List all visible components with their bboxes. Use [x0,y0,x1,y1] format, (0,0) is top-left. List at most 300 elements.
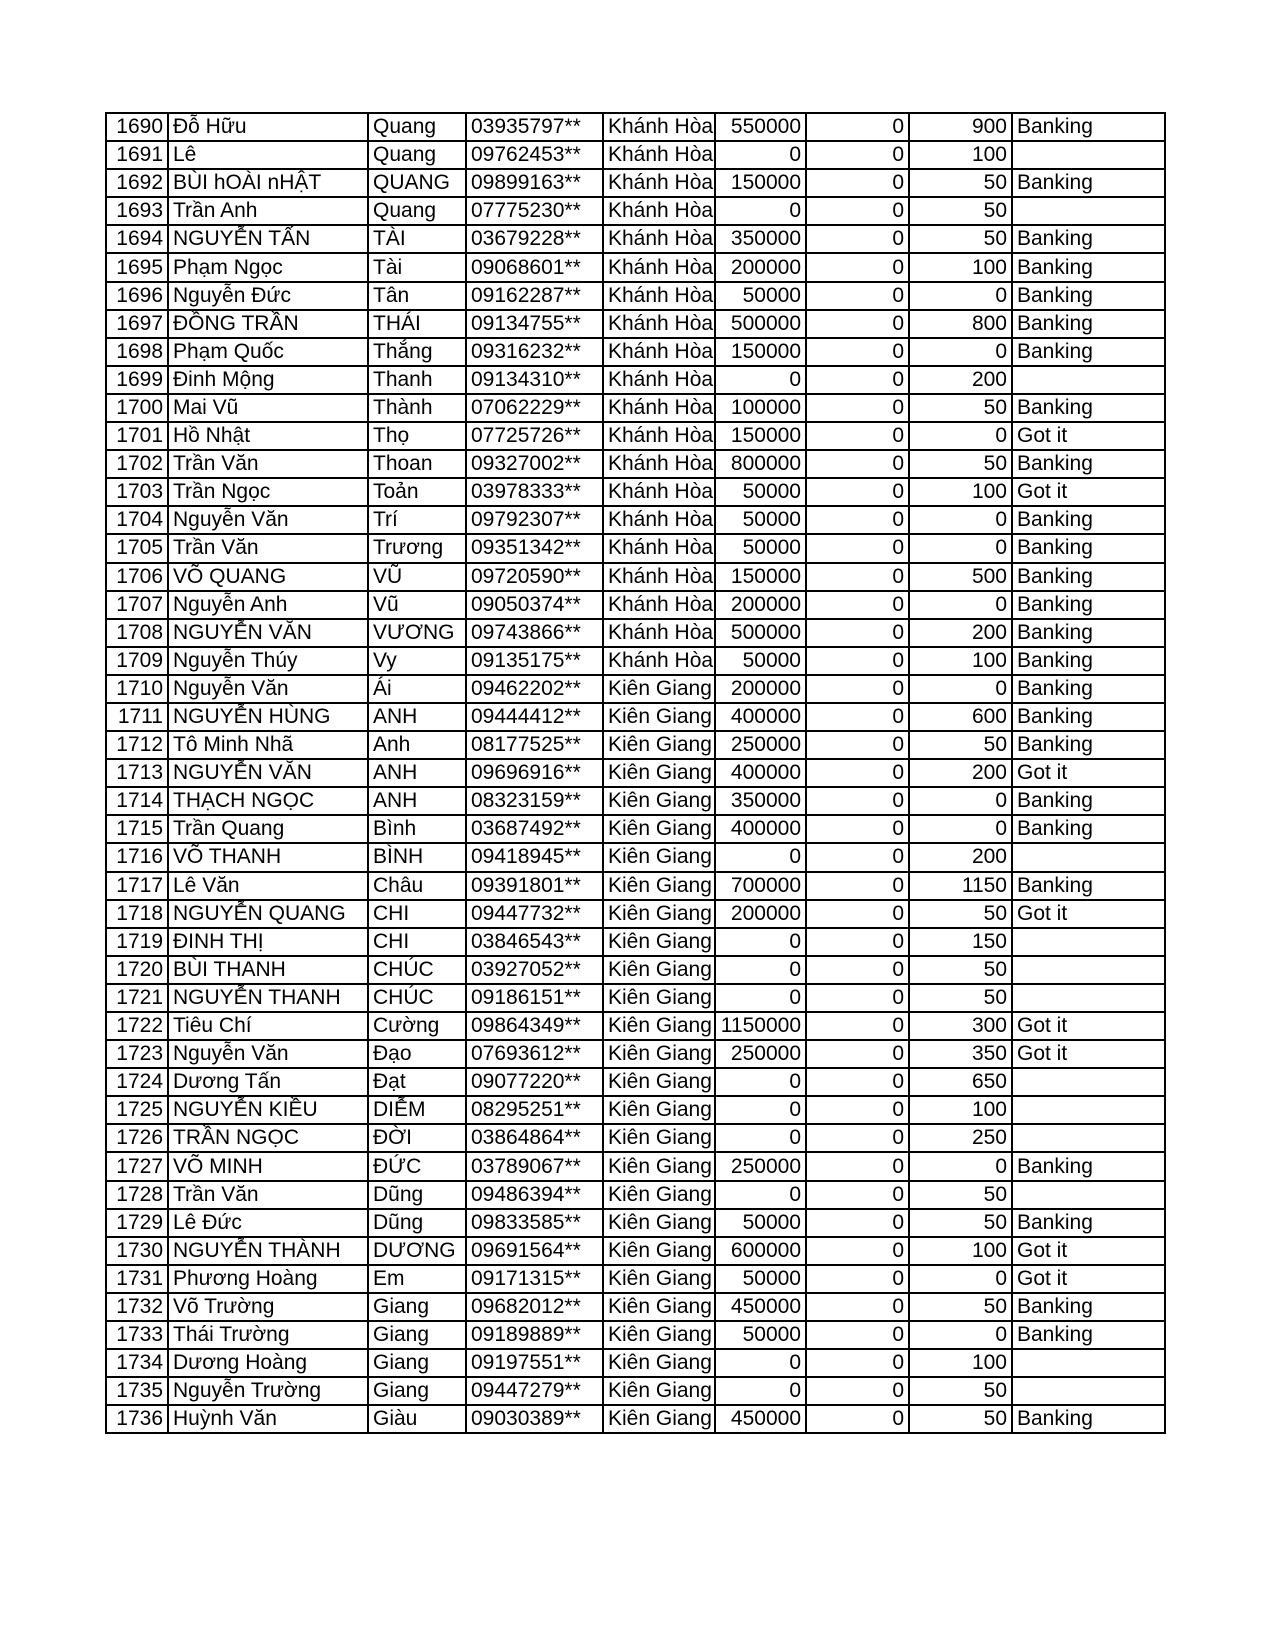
cell-points: 300 [909,1012,1012,1040]
cell-amount: 250000 [715,1040,806,1068]
cell-points: 50 [909,900,1012,928]
cell-province: Khánh Hòa [603,591,715,619]
cell-row-number: 1706 [106,563,168,591]
cell-points: 100 [909,478,1012,506]
cell-given-name: CHÚC [368,984,466,1012]
cell-payment-method [1012,366,1165,394]
cell-family-name: Huỳnh Văn [168,1405,368,1433]
cell-province: Kiên Giang [603,1068,715,1096]
table-row [106,1209,1165,1237]
cell-phone: 09351342** [466,534,603,562]
cell-row-number: 1712 [106,731,168,759]
cell-phone: 09050374** [466,591,603,619]
cell-zero-value: 0 [806,478,909,506]
table-row [106,1068,1165,1096]
cell-family-name: Nguyễn Văn [168,506,368,534]
table-row [106,366,1165,394]
cell-zero-value: 0 [806,282,909,310]
table-row [106,787,1165,815]
cell-payment-method: Banking [1012,1321,1165,1349]
table-row [106,113,1165,141]
cell-zero-value: 0 [806,619,909,647]
cell-phone: 09189889** [466,1321,603,1349]
cell-given-name: VŨ [368,563,466,591]
table-row [106,310,1165,338]
cell-zero-value: 0 [806,731,909,759]
cell-payment-method: Banking [1012,338,1165,366]
cell-amount: 0 [715,366,806,394]
cell-phone: 09316232** [466,338,603,366]
table-row [106,759,1165,787]
cell-points: 150 [909,928,1012,956]
cell-row-number: 1699 [106,366,168,394]
cell-given-name: Trí [368,506,466,534]
cell-points: 900 [909,113,1012,141]
cell-given-name: ANH [368,759,466,787]
cell-phone: 09447279** [466,1377,603,1405]
cell-zero-value: 0 [806,900,909,928]
cell-amount: 0 [715,956,806,984]
cell-points: 0 [909,815,1012,843]
cell-points: 0 [909,787,1012,815]
cell-points: 50 [909,1377,1012,1405]
cell-family-name: Nguyễn Văn [168,1040,368,1068]
cell-province: Khánh Hòa [603,563,715,591]
cell-zero-value: 0 [806,534,909,562]
cell-province: Khánh Hòa [603,197,715,225]
cell-province: Kiên Giang [603,759,715,787]
table-row [106,1321,1165,1349]
cell-phone: 09691564** [466,1237,603,1265]
cell-province: Khánh Hòa [603,450,715,478]
cell-zero-value: 0 [806,928,909,956]
cell-row-number: 1721 [106,984,168,1012]
cell-row-number: 1728 [106,1181,168,1209]
cell-province: Kiên Giang [603,956,715,984]
cell-zero-value: 0 [806,141,909,169]
cell-points: 0 [909,1152,1012,1180]
table-row [106,422,1165,450]
cell-family-name: ĐINH THỊ [168,928,368,956]
cell-province: Khánh Hòa [603,310,715,338]
cell-amount: 0 [715,1377,806,1405]
cell-phone: 09162287** [466,282,603,310]
data-table [105,112,1166,1434]
cell-zero-value: 0 [806,197,909,225]
cell-amount: 50000 [715,506,806,534]
cell-given-name: Toản [368,478,466,506]
cell-zero-value: 0 [806,1265,909,1293]
cell-payment-method: Banking [1012,534,1165,562]
cell-payment-method [1012,1096,1165,1124]
cell-row-number: 1692 [106,169,168,197]
cell-amount: 50000 [715,1321,806,1349]
cell-points: 100 [909,1349,1012,1377]
cell-province: Kiên Giang [603,1349,715,1377]
cell-payment-method: Got it [1012,1040,1165,1068]
cell-amount: 0 [715,843,806,871]
cell-row-number: 1705 [106,534,168,562]
cell-zero-value: 0 [806,394,909,422]
cell-points: 50 [909,1293,1012,1321]
cell-given-name: QUANG [368,169,466,197]
cell-zero-value: 0 [806,1040,909,1068]
cell-given-name: Tân [368,282,466,310]
cell-family-name: Dương Tấn [168,1068,368,1096]
cell-given-name: Cường [368,1012,466,1040]
cell-amount: 0 [715,1124,806,1152]
cell-amount: 550000 [715,113,806,141]
cell-phone: 09696916** [466,759,603,787]
cell-row-number: 1704 [106,506,168,534]
table-row [106,1012,1165,1040]
cell-points: 100 [909,1237,1012,1265]
cell-row-number: 1711 [106,703,168,731]
cell-family-name: Dương Hoàng [168,1349,368,1377]
cell-payment-method: Banking [1012,1209,1165,1237]
table-row [106,675,1165,703]
cell-zero-value: 0 [806,422,909,450]
cell-row-number: 1727 [106,1152,168,1180]
cell-row-number: 1703 [106,478,168,506]
cell-province: Kiên Giang [603,900,715,928]
cell-phone: 03978333** [466,478,603,506]
cell-payment-method: Banking [1012,506,1165,534]
cell-amount: 50000 [715,534,806,562]
cell-amount: 200000 [715,900,806,928]
table-row [106,1152,1165,1180]
cell-amount: 450000 [715,1293,806,1321]
cell-phone: 08323159** [466,787,603,815]
cell-row-number: 1731 [106,1265,168,1293]
cell-given-name: VƯƠNG [368,619,466,647]
cell-family-name: NGUYỄN KIỀU [168,1096,368,1124]
cell-given-name: Thoan [368,450,466,478]
cell-payment-method: Banking [1012,731,1165,759]
cell-points: 0 [909,338,1012,366]
cell-points: 200 [909,366,1012,394]
cell-phone: 09068601** [466,253,603,281]
cell-zero-value: 0 [806,1012,909,1040]
cell-province: Kiên Giang [603,872,715,900]
cell-row-number: 1716 [106,843,168,871]
cell-row-number: 1736 [106,1405,168,1433]
cell-zero-value: 0 [806,366,909,394]
cell-row-number: 1733 [106,1321,168,1349]
cell-province: Khánh Hòa [603,169,715,197]
cell-phone: 09833585** [466,1209,603,1237]
cell-points: 50 [909,984,1012,1012]
cell-given-name: Quang [368,113,466,141]
cell-given-name: Đạt [368,1068,466,1096]
cell-family-name: ĐỒNG TRẦN [168,310,368,338]
cell-payment-method [1012,1181,1165,1209]
cell-province: Kiên Giang [603,1012,715,1040]
cell-given-name: DIỄM [368,1096,466,1124]
cell-amount: 150000 [715,563,806,591]
cell-payment-method [1012,956,1165,984]
cell-points: 50 [909,1405,1012,1433]
table-row [106,1181,1165,1209]
cell-family-name: Tô Minh Nhã [168,731,368,759]
cell-payment-method: Banking [1012,169,1165,197]
cell-phone: 09682012** [466,1293,603,1321]
cell-phone: 03687492** [466,815,603,843]
cell-phone: 03935797** [466,113,603,141]
table-row [106,591,1165,619]
cell-points: 50 [909,1209,1012,1237]
table-row [106,703,1165,731]
cell-phone: 08295251** [466,1096,603,1124]
cell-amount: 1150000 [715,1012,806,1040]
cell-points: 200 [909,619,1012,647]
cell-payment-method [1012,1124,1165,1152]
cell-amount: 200000 [715,675,806,703]
cell-payment-method: Banking [1012,563,1165,591]
cell-given-name: Dũng [368,1181,466,1209]
cell-given-name: Vũ [368,591,466,619]
cell-zero-value: 0 [806,675,909,703]
cell-points: 100 [909,1096,1012,1124]
cell-payment-method [1012,928,1165,956]
cell-given-name: Em [368,1265,466,1293]
cell-province: Kiên Giang [603,1237,715,1265]
cell-family-name: Đỗ Hữu [168,113,368,141]
cell-amount: 450000 [715,1405,806,1433]
cell-payment-method [1012,141,1165,169]
cell-row-number: 1690 [106,113,168,141]
table-row [106,1349,1165,1377]
cell-zero-value: 0 [806,1096,909,1124]
cell-given-name: CHI [368,928,466,956]
table-row [106,141,1165,169]
cell-amount: 500000 [715,310,806,338]
cell-amount: 150000 [715,338,806,366]
cell-province: Kiên Giang [603,703,715,731]
cell-phone: 09720590** [466,563,603,591]
cell-zero-value: 0 [806,872,909,900]
cell-phone: 07775230** [466,197,603,225]
cell-amount: 250000 [715,731,806,759]
table-row [106,1124,1165,1152]
table-row [106,478,1165,506]
cell-province: Kiên Giang [603,1152,715,1180]
cell-province: Kiên Giang [603,843,715,871]
table-row [106,253,1165,281]
cell-province: Khánh Hòa [603,647,715,675]
cell-points: 0 [909,506,1012,534]
cell-payment-method: Banking [1012,113,1165,141]
cell-family-name: THẠCH NGỌC [168,787,368,815]
cell-phone: 09134310** [466,366,603,394]
cell-zero-value: 0 [806,1181,909,1209]
cell-zero-value: 0 [806,1321,909,1349]
table-row [106,1405,1165,1433]
cell-province: Kiên Giang [603,1209,715,1237]
cell-amount: 400000 [715,759,806,787]
cell-payment-method [1012,1377,1165,1405]
cell-amount: 600000 [715,1237,806,1265]
cell-given-name: Giang [368,1321,466,1349]
cell-family-name: Nguyễn Thúy [168,647,368,675]
cell-family-name: Tiêu Chí [168,1012,368,1040]
table-row [106,872,1165,900]
cell-family-name: VÕ MINH [168,1152,368,1180]
cell-given-name: ANH [368,787,466,815]
cell-family-name: BÙI THANH [168,956,368,984]
table-row [106,197,1165,225]
cell-family-name: BÙI hOÀI nHẬT [168,169,368,197]
cell-zero-value: 0 [806,984,909,1012]
cell-zero-value: 0 [806,563,909,591]
cell-phone: 09444412** [466,703,603,731]
cell-phone: 03864864** [466,1124,603,1152]
cell-given-name: Tài [368,253,466,281]
cell-phone: 09743866** [466,619,603,647]
cell-province: Khánh Hòa [603,506,715,534]
table-body [106,113,1165,1433]
cell-province: Kiên Giang [603,1040,715,1068]
cell-payment-method: Got it [1012,1265,1165,1293]
cell-phone: 07693612** [466,1040,603,1068]
cell-amount: 800000 [715,450,806,478]
cell-points: 0 [909,422,1012,450]
cell-province: Khánh Hòa [603,422,715,450]
cell-payment-method: Banking [1012,872,1165,900]
cell-points: 650 [909,1068,1012,1096]
cell-row-number: 1729 [106,1209,168,1237]
cell-given-name: Anh [368,731,466,759]
cell-row-number: 1713 [106,759,168,787]
cell-province: Khánh Hòa [603,113,715,141]
cell-phone: 03679228** [466,225,603,253]
table-row [106,984,1165,1012]
cell-zero-value: 0 [806,843,909,871]
cell-given-name: Thắng [368,338,466,366]
table-row [106,928,1165,956]
cell-family-name: Thái Trường [168,1321,368,1349]
cell-row-number: 1710 [106,675,168,703]
cell-amount: 0 [715,1068,806,1096]
cell-family-name: Phạm Quốc [168,338,368,366]
cell-family-name: NGUYỄN THANH [168,984,368,1012]
cell-given-name: Quang [368,197,466,225]
cell-given-name: Giang [368,1293,466,1321]
cell-amount: 0 [715,141,806,169]
cell-points: 100 [909,647,1012,675]
table-row [106,731,1165,759]
cell-amount: 350000 [715,225,806,253]
cell-family-name: Trần Văn [168,1181,368,1209]
table-row [106,282,1165,310]
cell-row-number: 1694 [106,225,168,253]
cell-phone: 09186151** [466,984,603,1012]
cell-row-number: 1697 [106,310,168,338]
table-row [106,450,1165,478]
cell-payment-method: Got it [1012,422,1165,450]
cell-province: Kiên Giang [603,675,715,703]
cell-payment-method [1012,1068,1165,1096]
cell-province: Khánh Hòa [603,394,715,422]
cell-payment-method: Banking [1012,394,1165,422]
cell-zero-value: 0 [806,1349,909,1377]
cell-amount: 700000 [715,872,806,900]
cell-row-number: 1719 [106,928,168,956]
cell-zero-value: 0 [806,169,909,197]
cell-payment-method: Got it [1012,900,1165,928]
cell-row-number: 1691 [106,141,168,169]
cell-phone: 03789067** [466,1152,603,1180]
cell-zero-value: 0 [806,1209,909,1237]
cell-points: 0 [909,534,1012,562]
cell-province: Kiên Giang [603,1377,715,1405]
cell-payment-method [1012,843,1165,871]
cell-given-name: Ái [368,675,466,703]
cell-province: Khánh Hòa [603,619,715,647]
cell-amount: 500000 [715,619,806,647]
cell-payment-method: Banking [1012,450,1165,478]
cell-family-name: NGUYỄN TẤN [168,225,368,253]
cell-row-number: 1702 [106,450,168,478]
cell-row-number: 1717 [106,872,168,900]
cell-points: 100 [909,253,1012,281]
cell-given-name: ĐỨC [368,1152,466,1180]
cell-family-name: NGUYỄN QUANG [168,900,368,928]
cell-family-name: Nguyễn Đức [168,282,368,310]
cell-amount: 200000 [715,253,806,281]
cell-row-number: 1709 [106,647,168,675]
cell-phone: 09864349** [466,1012,603,1040]
cell-zero-value: 0 [806,225,909,253]
cell-amount: 200000 [715,591,806,619]
cell-payment-method: Banking [1012,591,1165,619]
cell-zero-value: 0 [806,506,909,534]
cell-zero-value: 0 [806,310,909,338]
cell-points: 600 [909,703,1012,731]
cell-given-name: CHÚC [368,956,466,984]
cell-given-name: DƯƠNG [368,1237,466,1265]
cell-points: 0 [909,1265,1012,1293]
cell-province: Khánh Hòa [603,366,715,394]
cell-province: Khánh Hòa [603,338,715,366]
cell-province: Kiên Giang [603,787,715,815]
cell-row-number: 1720 [106,956,168,984]
cell-family-name: Võ Trường [168,1293,368,1321]
table-row [106,506,1165,534]
cell-given-name: ĐỜI [368,1124,466,1152]
cell-zero-value: 0 [806,956,909,984]
cell-amount: 100000 [715,394,806,422]
cell-phone: 09327002** [466,450,603,478]
table-row [106,394,1165,422]
cell-family-name: Lê Văn [168,872,368,900]
cell-given-name: Bình [368,815,466,843]
cell-family-name: Trần Văn [168,450,368,478]
cell-province: Kiên Giang [603,1293,715,1321]
cell-family-name: NGUYỄN THÀNH [168,1237,368,1265]
cell-row-number: 1722 [106,1012,168,1040]
cell-zero-value: 0 [806,253,909,281]
table-row [106,563,1165,591]
cell-province: Khánh Hòa [603,534,715,562]
table-row [106,647,1165,675]
cell-points: 50 [909,197,1012,225]
cell-family-name: NGUYỄN VĂN [168,619,368,647]
table-row [106,1040,1165,1068]
cell-given-name: ANH [368,703,466,731]
cell-family-name: NGUYỄN HÙNG [168,703,368,731]
cell-payment-method: Banking [1012,225,1165,253]
